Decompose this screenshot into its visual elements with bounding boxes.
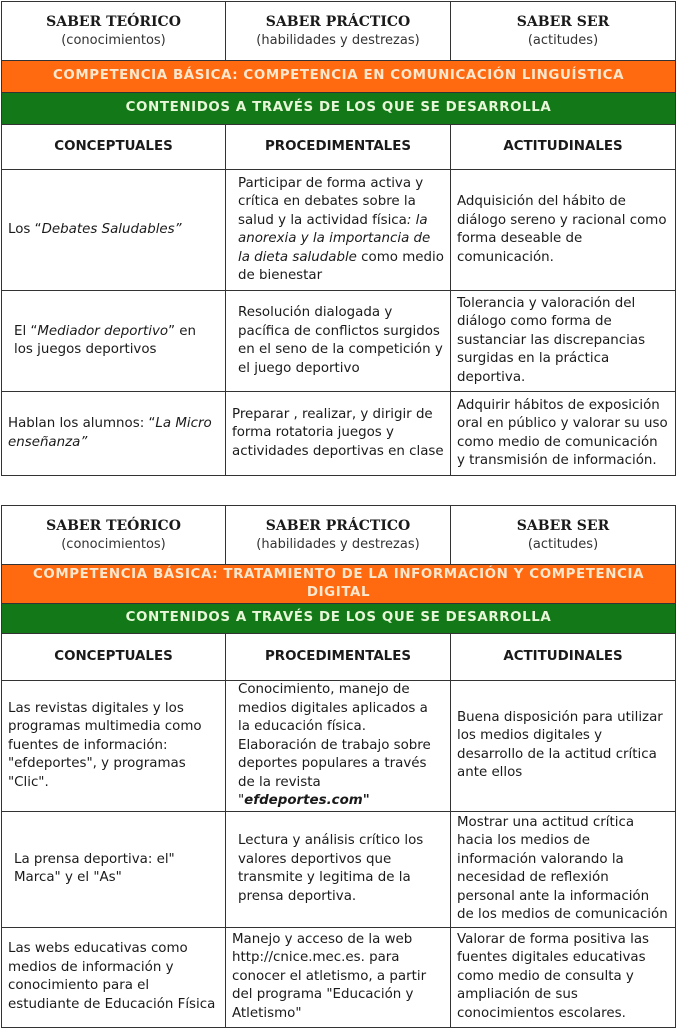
procedimentales-header: PROCEDIMENTALES [226,125,451,170]
procedimental-cell: Conocimiento, manejo de medios digitales aplicados a la educación física. Elaboración de trabajo sobre deportes populares a través de la revista "efdeportes.com" [226,681,451,812]
competencia-banner [2,565,676,604]
competencia-table-2 [1,505,676,1028]
competencia-banner [2,61,676,93]
actitudinal-cell: Valorar de forma positiva las fuentes digitales educativas como medio de consulta y ampliación de sus conocimientos escolares. [451,927,676,1027]
procedimental-cell: Manejo y acceso de la web http://cnice.mec.es. para conocer el atletismo, a partir del programa "Educación y Atletismo" [226,927,451,1027]
saber-header-row [2,2,676,61]
competencia-table-1 [1,1,676,476]
contenidos-title: CONTENIDOS A TRAVÉS DE LOS QUE SE DESARROLLA [2,604,676,634]
contenidos-banner [2,604,676,634]
saber-practico-header: SABER PRÁCTICO (habilidades y destrezas) [226,2,451,61]
saber-teorico-header: SABER TEÓRICO (conocimientos) [2,506,226,565]
competencia-title: COMPETENCIA BÁSICA: TRATAMIENTO DE LA INFORMACIÓN Y COMPETENCIA DIGITAL [2,565,676,604]
actitudinal-cell: Mostrar una actitud crítica hacia los medios de información valorando la necesidad de reflexión personal ante la información de los medios de comunicación [451,811,676,927]
conceptual-cell: Las webs educativas como medios de información y conocimiento para el estudiante de Educación Física [2,927,226,1027]
contenidos-banner [2,93,676,125]
subheader-row [2,634,676,681]
conceptual-cell: Los “Debates Saludables” [2,170,226,291]
actitudinal-cell: Adquirir hábitos de exposición oral en público y valorar su uso como medio de comunicación y transmisión de información. [451,392,676,476]
saber-practico-header: SABER PRÁCTICO (habilidades y destrezas) [226,506,451,565]
saber-ser-header: SABER SER (actitudes) [451,2,676,61]
conceptuales-header: CONCEPTUALES [2,634,226,681]
actitudinales-header: ACTITUDINALES [451,634,676,681]
conceptual-cell: Hablan los alumnos: “La Micro enseñanza” [2,392,226,476]
procedimental-cell: Preparar , realizar, y dirigir de forma rotatoria juegos y actividades deportivas en clase [226,392,451,476]
conceptual-cell: La prensa deportiva: el" Marca" y el "As" [2,811,226,927]
procedimental-cell: Resolución dialogada y pacífica de conflictos surgidos en el seno de la competición y el juego deportivo [226,291,451,392]
saber-ser-header: SABER SER (actitudes) [451,506,676,565]
saber-header-row [2,506,676,565]
table-row [2,927,676,1027]
procedimental-cell: Lectura y análisis crítico los valores deportivos que transmite y legitima de la prensa deportiva. [226,811,451,927]
procedimental-cell: Participar de forma activa y crítica en debates sobre la salud y la actividad física: la anorexia y la importancia de la dieta saludable como medio de bienestar [226,170,451,291]
competencia-title: COMPETENCIA BÁSICA: COMPETENCIA EN COMUNICACIÓN LINGUÍSTICA [2,61,676,93]
actitudinal-cell: Tolerancia y valoración del diálogo como forma de sustanciar las discrepancias surgidas en la práctica deportiva. [451,291,676,392]
conceptual-cell: Las revistas digitales y los programas multimedia como fuentes de información: "efdeportes", y programas "Clic". [2,681,226,812]
table-row [2,392,676,476]
conceptual-cell: El “Mediador deportivo” en los juegos deportivos [2,291,226,392]
saber-teorico-header: SABER TEÓRICO (conocimientos) [2,2,226,61]
table-row [2,811,676,927]
table-row [2,170,676,291]
table-row [2,291,676,392]
conceptuales-header: CONCEPTUALES [2,125,226,170]
actitudinales-header: ACTITUDINALES [451,125,676,170]
actitudinal-cell: Adquisición del hábito de diálogo sereno y racional como forma deseable de comunicación. [451,170,676,291]
contenidos-title: CONTENIDOS A TRAVÉS DE LOS QUE SE DESARROLLA [2,93,676,125]
procedimentales-header: PROCEDIMENTALES [226,634,451,681]
subheader-row [2,125,676,170]
actitudinal-cell: Buena disposición para utilizar los medios digitales y desarrollo de la actitud crítica ante ellos [451,681,676,812]
table-row [2,681,676,812]
